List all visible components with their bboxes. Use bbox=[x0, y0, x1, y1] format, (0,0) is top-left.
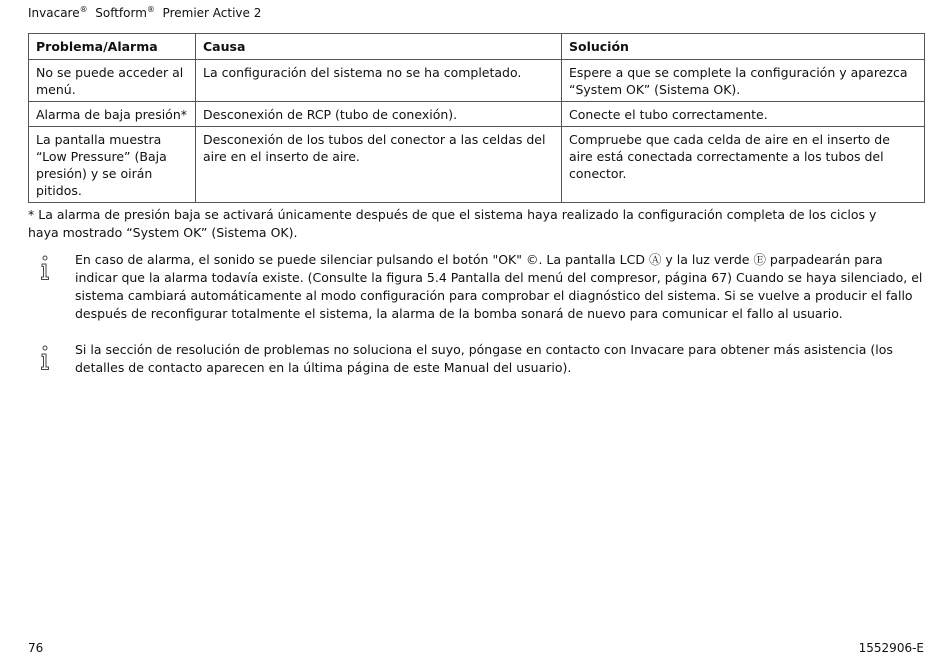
note-text: Si la sección de resolución de problemas no soluciona el suyo, póngase en contacto con Invacare para obtener más asistencia (los detalles de contacto aparecen en la última página de este Manual del usuario). bbox=[75, 342, 893, 375]
table-row bbox=[29, 102, 925, 127]
problem-cell: La pantalla muestra “Low Pressure” (Baja presión) y se oirán pitidos. bbox=[29, 127, 196, 203]
running-header bbox=[28, 5, 261, 21]
cause-cell: Desconexión de RCP (tubo de conexión). bbox=[196, 102, 562, 127]
note-text: En caso de alarma, el sonido se puede silenciar pulsando el botón "OK" ©. La pantalla LCD Ⓐ y la luz verde Ⓔ parpadearán para indicar que la alarma todavía existe. (Consulte la figura 5.4 Pantalla del menú del compresor, página 67) Cuando se haya silenciado, el sistema cambiará automáticamente al modo configuración para comprobar el diagnóstico del sistema. Si se vuelve a producir el fallo después de reconfigurar totalmente el sistema, la alarma de la bomba sonará de nuevo para comunicar el fallo al usuario. bbox=[75, 252, 923, 321]
info-icon bbox=[38, 255, 52, 281]
table-row bbox=[29, 60, 925, 102]
table-row bbox=[29, 127, 925, 203]
column-header-problem: Problema/Alarma bbox=[29, 34, 196, 60]
trademark-symbol: ® bbox=[79, 5, 88, 14]
solution-cell: Espere a que se complete la configuración y aparezca “System OK” (Sistema OK). bbox=[562, 60, 925, 102]
solution-cell: Conecte el tubo correctamente. bbox=[562, 102, 925, 127]
info-icon bbox=[38, 345, 52, 371]
cause-cell: La configuración del sistema no se ha completado. bbox=[196, 60, 562, 102]
header-model: Premier Active 2 bbox=[162, 6, 262, 20]
table-header-row bbox=[29, 34, 925, 60]
document-code: 1552906-E bbox=[858, 641, 924, 655]
header-brand: Invacare bbox=[28, 6, 80, 20]
column-header-cause: Causa bbox=[196, 34, 562, 60]
cause-cell: Desconexión de los tubos del conector a las celdas del aire en el inserto de aire. bbox=[196, 127, 562, 203]
solution-cell: Compruebe que cada celda de aire en el inserto de aire está conectada correctamente a los tubos del conector. bbox=[562, 127, 925, 203]
trademark-symbol: ® bbox=[146, 5, 155, 14]
problem-cell: No se puede acceder al menú. bbox=[29, 60, 196, 102]
footnote: * La alarma de presión baja se activará únicamente después de que el sistema haya realizado la configuración completa de los ciclos y haya mostrado “System OK” (Sistema OK). bbox=[28, 207, 877, 240]
troubleshooting-table bbox=[28, 33, 925, 203]
column-header-solution: Solución bbox=[562, 34, 925, 60]
page-number: 76 bbox=[28, 641, 44, 655]
header-product: Softform bbox=[95, 6, 147, 20]
problem-cell: Alarma de baja presión* bbox=[29, 102, 196, 127]
